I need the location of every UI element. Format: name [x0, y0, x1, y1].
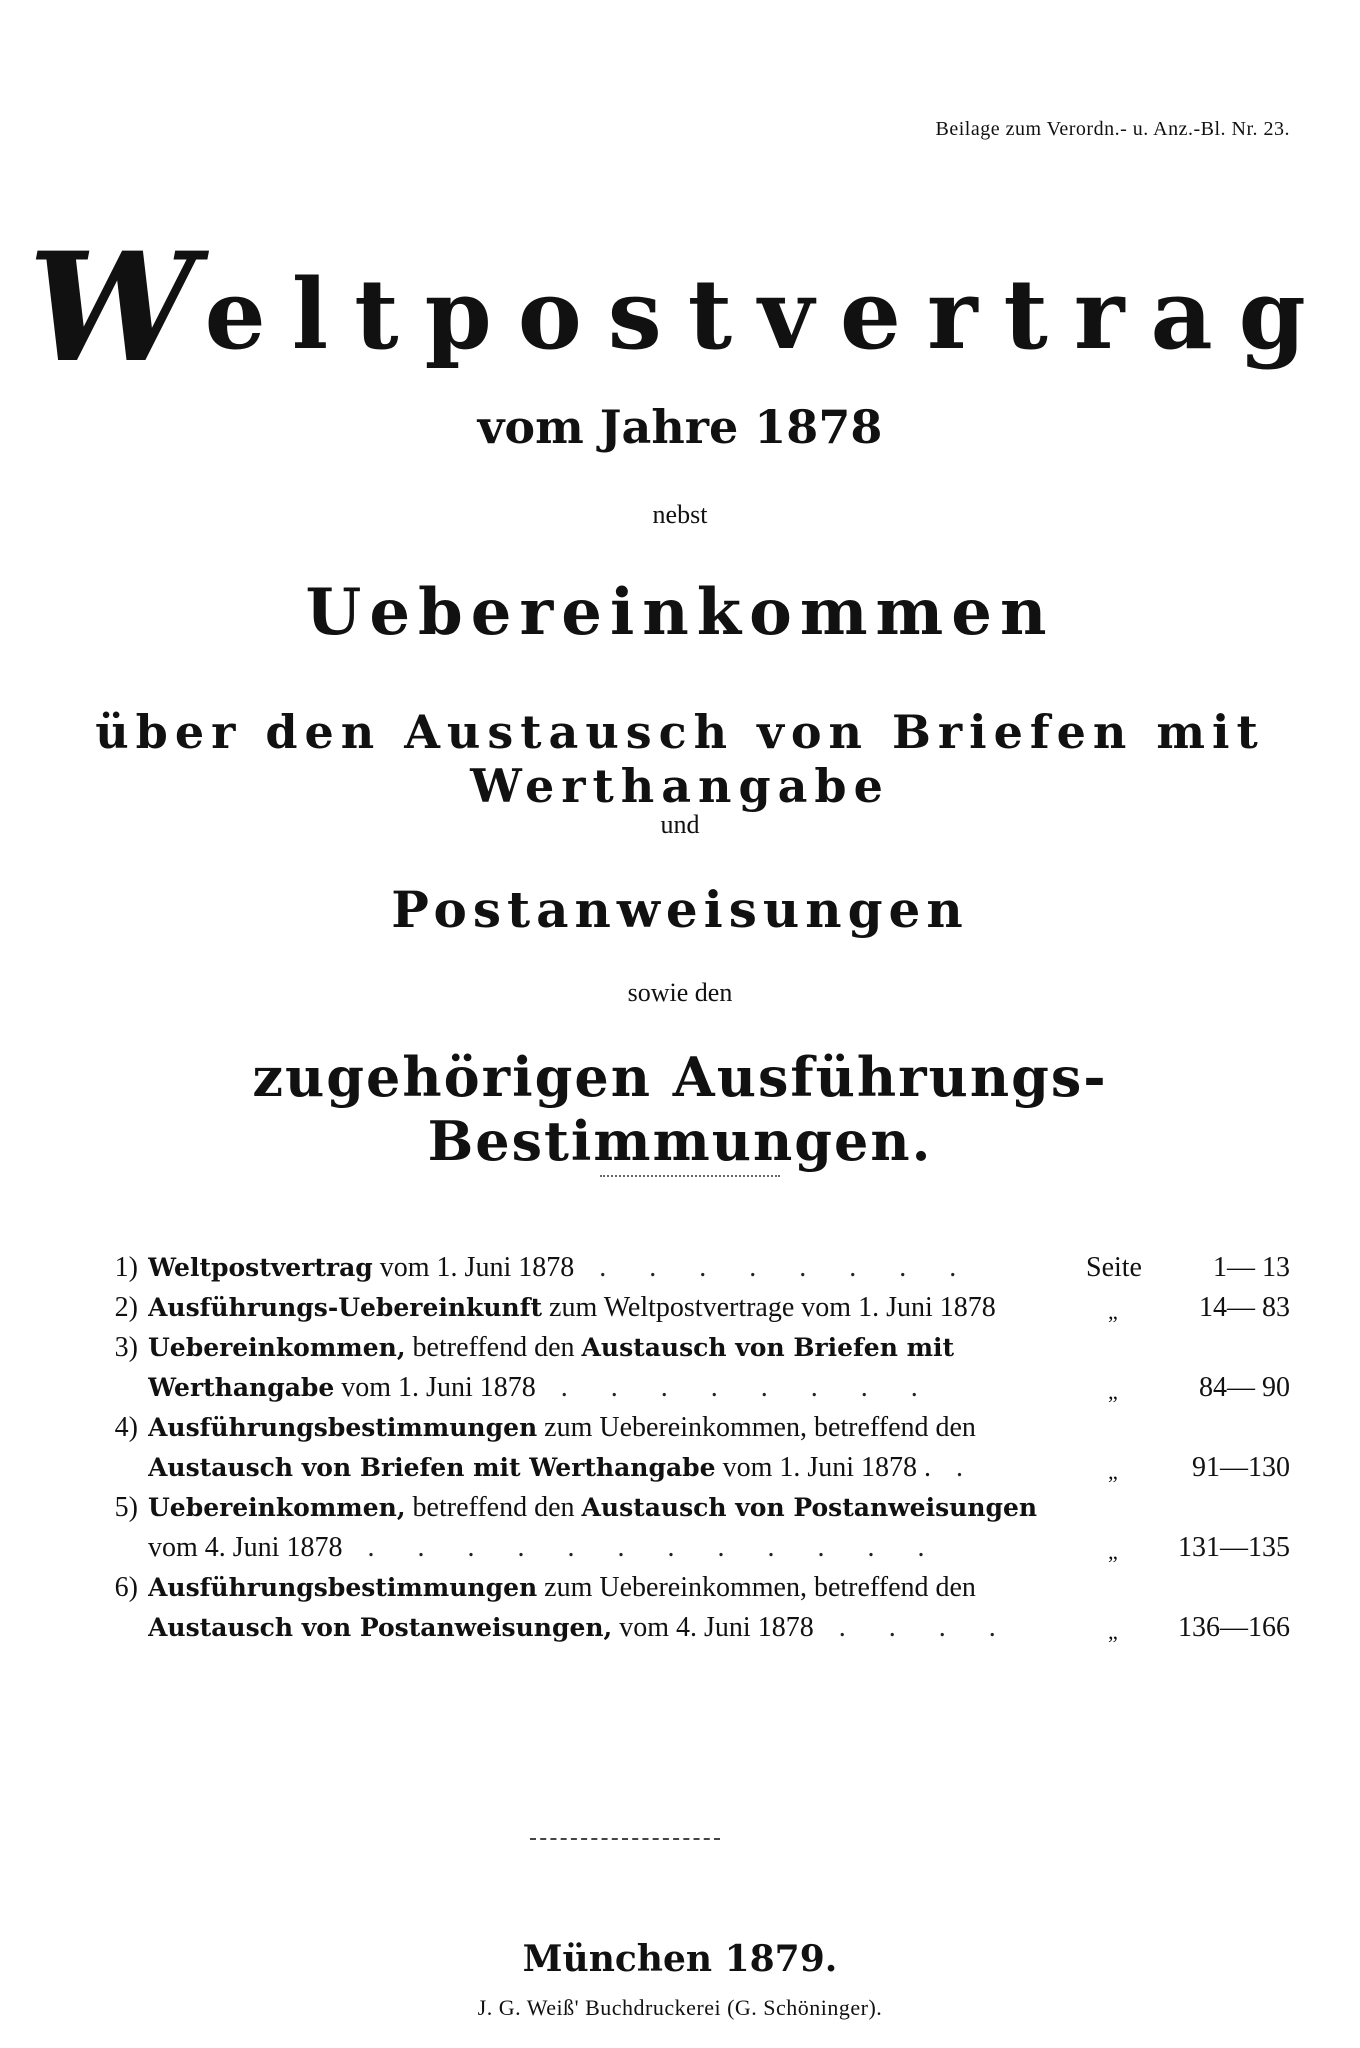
toc-entry-text [148, 1488, 1128, 1528]
ditto-mark: „ [1108, 1299, 1118, 1324]
leader-dots: . . . . . . . . [574, 1252, 975, 1283]
toc-entry-text [148, 1288, 1128, 1328]
toc-entry-text [148, 1328, 1128, 1368]
toc-entry-bold: Uebereinkommen, [148, 1333, 406, 1362]
toc-entry-text [148, 1408, 1128, 1448]
publication-place-year: München 1879. [522, 1938, 838, 1980]
document-title [0, 220, 1360, 396]
ditto-mark: „ [1108, 1379, 1118, 1404]
toc-row [80, 1608, 1290, 1648]
title-postal-orders: Postanweisungen [391, 880, 969, 939]
toc-entry-number: 1) [114, 1252, 138, 1283]
toc-entry-bold: Uebereinkommen, [148, 1493, 406, 1522]
toc-entry-bold: Austausch von Briefen mit [581, 1333, 955, 1362]
leader-dots: . . . . [813, 1612, 1014, 1643]
table-of-contents [80, 1248, 1290, 1648]
toc-row [80, 1248, 1290, 1288]
toc-row [80, 1488, 1290, 1528]
printer-imprint: J. G. Weiß' Buchdruckerei (G. Schöninger). [477, 1995, 883, 2020]
supplement-reference: Beilage zum Verordn.- u. Anz.-Bl. Nr. 23. [935, 118, 1290, 140]
toc-entry-plain: zum Weltpostvertrage vom 1. Juni 1878 [542, 1292, 996, 1323]
toc-entry-number: 3) [114, 1332, 138, 1363]
conjunction-sowie: sowie den [627, 978, 733, 1007]
toc-row [80, 1328, 1290, 1368]
toc-entry-text [148, 1608, 1128, 1648]
toc-row [80, 1448, 1290, 1488]
toc-entry-plain: vom 4. Juni 1878 [612, 1612, 814, 1643]
title-initial: W [28, 220, 205, 396]
toc-entry-bold: Ausführungsbestimmungen [148, 1573, 538, 1602]
toc-entry-number: 2) [114, 1292, 138, 1323]
ditto-mark: „ [1108, 1539, 1118, 1564]
toc-entry-bold: Austausch von Postanweisungen, [148, 1613, 613, 1642]
toc-entry-bold: Ausführungsbestimmungen [148, 1413, 538, 1442]
toc-row [80, 1288, 1290, 1328]
page-range: 14— 83 [1199, 1292, 1290, 1323]
toc-entry-text [148, 1248, 1128, 1288]
leader-dots: . [931, 1452, 982, 1483]
title-year: vom Jahre 1878 [477, 400, 883, 454]
toc-entry-bold: Austausch von Briefen mit Werthangabe [148, 1453, 716, 1482]
conjunction-und: und [660, 810, 700, 839]
toc-entry-bold: Weltpostvertrag [148, 1253, 373, 1282]
ditto-mark: „ [1108, 1459, 1118, 1484]
toc-entry-bold: Ausführungs-Uebereinkunft [148, 1293, 543, 1322]
page-range: 91—130 [1192, 1452, 1290, 1483]
toc-entry-plain: vom 4. Juni 1878 [148, 1532, 343, 1563]
title-agreement: Uebereinkommen [305, 575, 1055, 650]
toc-entry-number: 4) [114, 1412, 138, 1443]
leader-dots: . . . . . . . . . . . . [342, 1532, 943, 1563]
toc-row [80, 1408, 1290, 1448]
toc-entry-bold: Austausch von Postanweisungen [581, 1493, 1038, 1522]
leader-dots: . . . . . . . . [535, 1372, 936, 1403]
toc-entry-plain: zum Uebereinkommen, betreffend den [537, 1412, 976, 1443]
toc-entry-text [148, 1448, 1128, 1488]
title-regulations: zugehörigen Ausführungs-Bestimmungen. [252, 1045, 1108, 1173]
toc-entry-plain: vom 1. Juni 1878 [372, 1252, 575, 1283]
toc-entry-plain: betreffend den [405, 1332, 582, 1363]
toc-row [80, 1528, 1290, 1568]
toc-entry-text [148, 1568, 1128, 1608]
toc-entry-plain: betreffend den [405, 1492, 582, 1523]
page-range: 131—135 [1178, 1532, 1290, 1563]
conjunction-nebst: nebst [652, 500, 708, 529]
toc-entry-text [148, 1528, 1128, 1568]
ornamental-divider [600, 1175, 780, 1177]
toc-entry-number: 6) [114, 1572, 138, 1603]
title-subject: über den Austausch von Briefen mit Werthangabe [95, 705, 1265, 813]
ornamental-divider [530, 1838, 720, 1840]
toc-entry-number: 5) [114, 1492, 138, 1523]
toc-entry-plain: vom 1. Juni 1878 [334, 1372, 536, 1403]
page-label: Seite [1086, 1252, 1142, 1283]
ditto-mark: „ [1108, 1619, 1118, 1644]
toc-entry-plain: zum Uebereinkommen, betreffend den [537, 1572, 976, 1603]
title-rest: eltpostvertrag [204, 258, 1332, 371]
page-range: 84— 90 [1199, 1372, 1290, 1403]
toc-row [80, 1568, 1290, 1608]
toc-entry-text [148, 1368, 1128, 1408]
toc-entry-plain: vom 1. Juni 1878 . [715, 1452, 932, 1483]
toc-row [80, 1368, 1290, 1408]
page-range: 136—166 [1178, 1612, 1290, 1643]
page-range: 1— 13 [1213, 1252, 1290, 1283]
toc-entry-bold: Werthangabe [148, 1373, 335, 1402]
